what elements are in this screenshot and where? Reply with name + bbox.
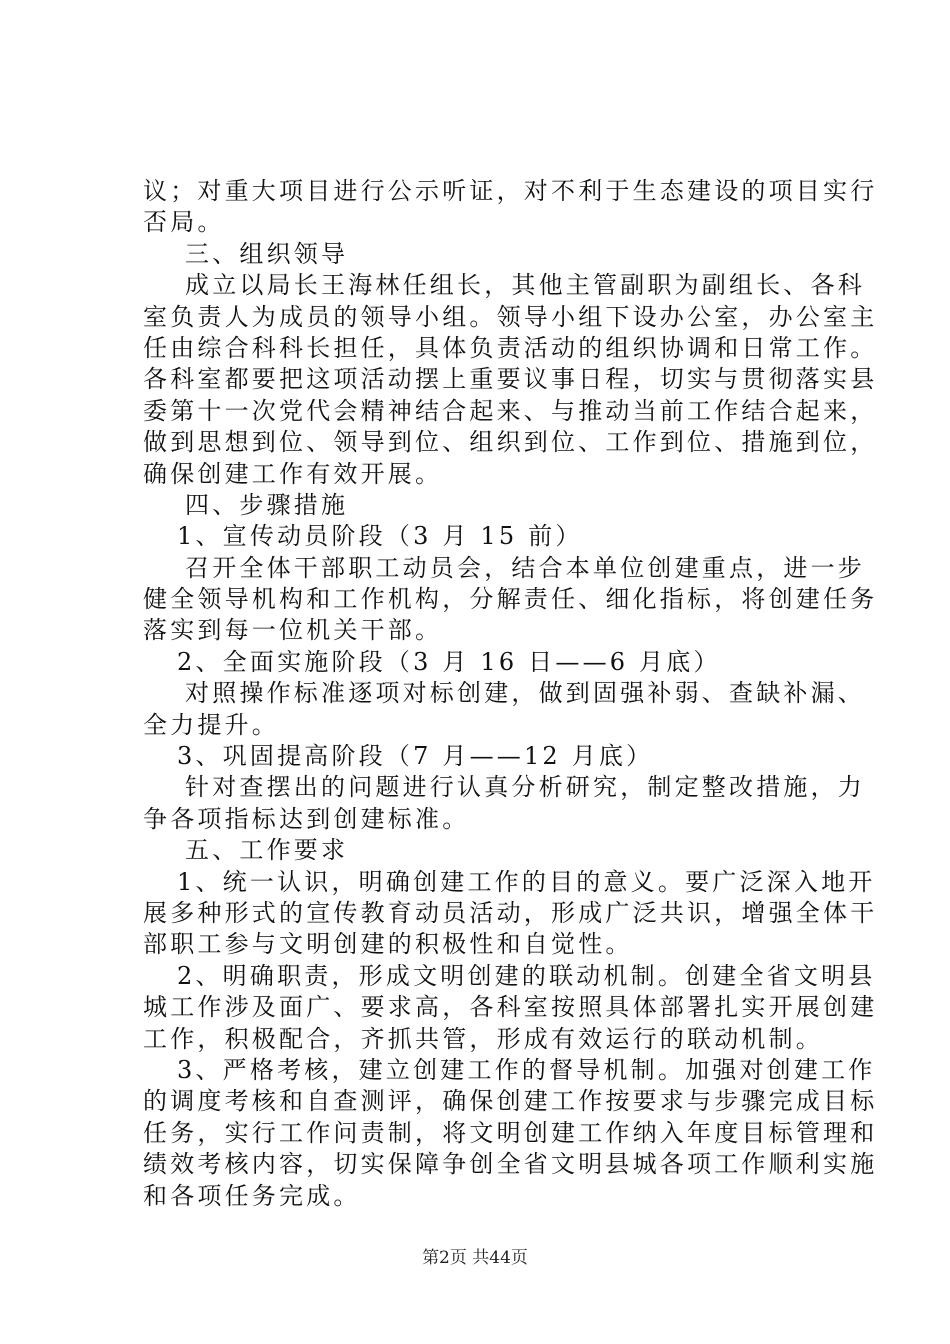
text-line: 全力提升。 bbox=[143, 710, 279, 739]
text-line: 任务，实行工作问责制，将文明创建工作纳入年度目标管理和 bbox=[143, 1118, 878, 1147]
text-line: 展多种形式的宣传教育动员活动，形成广泛共识，增强全体干 bbox=[143, 898, 878, 927]
body-text bbox=[143, 176, 878, 1212]
text-line: 健全领导机构和工作机构，分解责任、细化指标，将创建任务 bbox=[143, 585, 878, 614]
text-line: 成立以局长王海林任组长，其他主管副职为副组长、各科 bbox=[185, 271, 865, 300]
text-line: 做到思想到位、领导到位、组织到位、工作到位、措施到位， bbox=[143, 428, 878, 457]
section-heading: 五、工作要求 bbox=[185, 836, 349, 865]
sub-heading: 3、巩固提高阶段（7 月——12 月底） bbox=[177, 742, 654, 771]
text-line: 2、明确职责，形成文明创建的联动机制。创建全省文明县 bbox=[177, 961, 876, 990]
section-heading: 四、步骤措施 bbox=[185, 490, 349, 519]
text-line: 确保创建工作有效开展。 bbox=[143, 459, 443, 488]
text-line: 工作，积极配合，齐抓共管，形成有效运行的联动机制。 bbox=[143, 1024, 823, 1053]
text-line: 落实到每一位机关干部。 bbox=[143, 616, 443, 645]
text-line: 对照操作标准逐项对标创建，做到固强补弱、查缺补漏、 bbox=[185, 679, 865, 708]
text-line: 任由综合科科长担任，具体负责活动的组织协调和日常工作。 bbox=[143, 333, 878, 362]
section-heading: 三、组织领导 bbox=[185, 239, 349, 268]
text-line: 1、统一认识，明确创建工作的目的意义。要广泛深入地开 bbox=[177, 867, 876, 896]
sub-heading: 1、宣传动员阶段（3 月 15 前） bbox=[177, 522, 583, 551]
text-line: 召开全体干部职工动员会，结合本单位创建重点，进一步 bbox=[185, 553, 865, 582]
text-line: 的调度考核和自查测评，确保创建工作按要求与步骤完成目标 bbox=[143, 1087, 878, 1116]
text-line: 针对查摆出的问题进行认真分析研究，制定整改措施，力 bbox=[185, 773, 865, 802]
page-footer: 第2页 共44页 bbox=[422, 1248, 528, 1268]
text-line: 室负责人为成员的领导小组。领导小组下设办公室，办公室主 bbox=[143, 302, 878, 331]
text-line: 否局。 bbox=[143, 208, 225, 237]
text-line: 委第十一次党代会精神结合起来、与推动当前工作结合起来， bbox=[143, 396, 878, 425]
text-line: 城工作涉及面广、要求高，各科室按照具体部署扎实开展创建 bbox=[143, 993, 878, 1022]
text-line: 争各项指标达到创建标准。 bbox=[143, 804, 470, 833]
text-line: 和各项任务完成。 bbox=[143, 1181, 361, 1210]
text-line: 各科室都要把这项活动摆上重要议事日程，切实与贯彻落实县 bbox=[143, 365, 878, 394]
text-line: 绩效考核内容，切实保障争创全省文明县城各项工作顺利实施 bbox=[143, 1150, 878, 1179]
text-line: 部职工参与文明创建的积极性和自觉性。 bbox=[143, 930, 633, 959]
text-line: 3、严格考核，建立创建工作的督导机制。加强对创建工作 bbox=[177, 1055, 876, 1084]
sub-heading: 2、全面实施阶段（3 月 16 日——6 月底） bbox=[177, 647, 721, 676]
text-line: 议；对重大项目进行公示听证，对不利于生态建设的项目实行 bbox=[143, 177, 878, 205]
